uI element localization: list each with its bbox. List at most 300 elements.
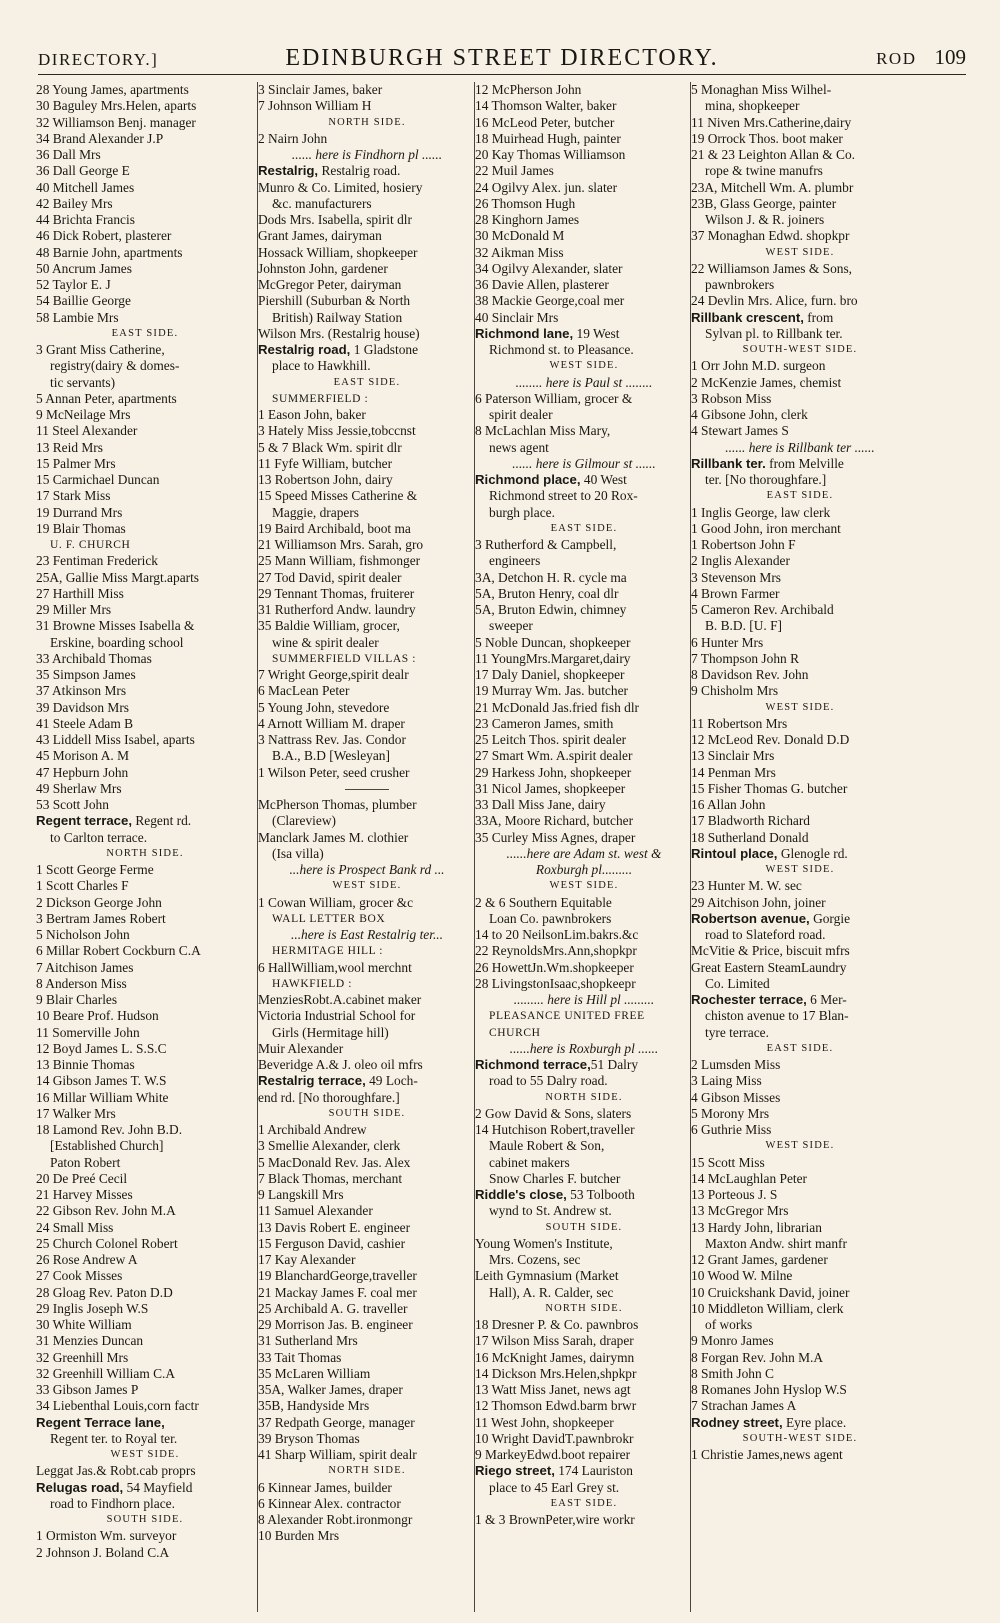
side-label: EAST SIDE. [111,327,179,339]
directory-entry: 41 Sharp William, spirit dealr [258,1447,417,1462]
directory-entry: 33A, Moore Richard, butcher [475,813,634,829]
directory-entry: 36 Dall George E [36,163,130,179]
entry-continuation: B.A., B.D [Wesleyan] [272,748,390,764]
directory-entry: 42 Bailey Mrs [36,195,113,211]
directory-entry: 30 Baguley Mrs.Helen, aparts [36,98,197,114]
directory-entry: 24 Ogilvy Alex. jun. slater [475,179,618,195]
cross-reference: ...here is Prospect Bank rd ... [289,862,445,877]
directory-entry: Victoria Industrial School for [258,1008,416,1024]
directory-entry: 5 & 7 Black Wm. spirit dlr [258,439,402,455]
directory-entry: 18 Lamond Rev. John B.D. [36,1122,183,1137]
directory-entry: 32 Williamson Benj. manager [36,114,196,130]
street-name: Restalrig road, [258,342,351,357]
directory-entry: 11 Steel Alexander [36,423,138,439]
directory-entry: 21 Williamson Mrs. Sarah, gro [258,537,424,552]
side-label: SOUTH SIDE. [545,1221,623,1233]
street-heading [475,1187,693,1203]
directory-entry: MenziesRobt.A.cabinet maker [258,992,422,1007]
side-label: WEST SIDE. [110,1449,180,1460]
directory-entry: 12 McPherson John [475,82,582,97]
directory-entry: 22 Gibson Rev. John M.A [36,1203,176,1219]
directory-entry: 37 Monaghan Edwd. shopkpr [691,228,850,244]
directory-entry: 54 Baillie George [36,293,131,309]
entry-continuation: Richmond st. to Pleasance. [489,342,634,357]
directory-entry: 10 Burden Mrs [258,1528,340,1544]
street-route: 1 Gladstone [350,342,419,357]
directory-entry: 47 Hepburn John [36,764,129,780]
entry-continuation: of works [705,1317,753,1332]
directory-entry: 6 Guthrie Miss [691,1122,772,1137]
directory-entry: 43 Liddell Miss Isabel, aparts [36,732,195,747]
directory-entry: 3 Rutherford & Campbell, [475,537,617,552]
directory-entry: 27 Harthill Miss [36,585,124,601]
directory-entry: Hossack William, shopkeeper [258,244,418,260]
directory-entry: 27 Tod David, spirit dealer [258,569,402,585]
directory-entry: 19 Murray Wm. Jas. butcher [475,683,628,699]
directory-entry: 6 Hunter Mrs [691,634,764,650]
directory-entry: 14 to 20 NeilsonLim.bakrs.&c [475,927,639,942]
subsection-label: CHURCH [489,1026,541,1039]
directory-entry: 15 Scott Miss [691,1154,765,1170]
directory-entry: 31 Sutherland Mrs [258,1333,358,1349]
directory-entry: 1 Orr John M.D. surgeon [691,358,826,374]
entry-continuation: British) Railway Station [272,309,403,325]
entry-continuation: mina, shopkeeper [705,98,800,114]
directory-entry: 9 MarkeyEdwd.boot repairer [475,1447,631,1462]
street-heading [691,456,909,472]
directory-entry: 35 Simpson James [36,667,136,682]
directory-entry: 53 Scott John [36,797,109,812]
directory-entry: 17 Kay Alexander [258,1252,356,1267]
directory-entry: 1 & 3 BrownPeter,wire workr [475,1512,635,1527]
directory-entry: 7 Strachan James A [691,1398,797,1414]
subsection-label: SUMMERFIELD : [272,392,369,405]
directory-entry: 11 Robertson Mrs [691,715,788,731]
directory-entry: 7 Aitchison James [36,959,134,975]
directory-entry: 17 Bladworth Richard [691,813,811,829]
directory-entry: 1 Archibald Andrew [258,1122,367,1137]
street-name: Riddle's close, [475,1187,567,1202]
directory-entry: 14 Penman Mrs [691,764,776,780]
street-route: Restalrig road. [318,163,401,179]
street-route: Gorgie [809,910,851,926]
directory-entry: 5 Cameron Rev. Archibald [691,602,834,617]
entry-continuation: [Established Church] [50,1138,164,1154]
directory-entry: 1 Scott George Ferme [36,862,154,877]
directory-entry: 20 De Preé Cecil [36,1170,128,1186]
directory-entry: 5 Morony Mrs [691,1105,770,1121]
directory-entry: 1 Robertson John F [691,537,796,552]
directory-entry: 7 Wright George,spirit dealr [258,667,409,682]
directory-entry: 5 Young John, stevedore [258,699,390,715]
side-label: SOUTH SIDE. [328,1107,406,1119]
directory-entry: 23B, Glass George, painter [691,195,837,211]
directory-entry: 11 Niven Mrs.Catherine,dairy [691,114,852,130]
directory-entry: 1 Good John, iron merchant [691,520,841,536]
side-label: WEST SIDE. [765,246,835,258]
street-name: Restalrig terrace, [258,1073,366,1089]
side-label: EAST SIDE. [333,376,401,388]
directory-entry: 13 Davis Robert E. engineer [258,1219,411,1235]
directory-entry: 15 Fisher Thomas G. butcher [691,780,848,796]
directory-entry: 33 Dall Miss Jane, dairy [475,797,606,812]
entry-continuation: Erskine, boarding school [50,634,184,650]
street-route: 49 Loch- [365,1073,418,1089]
entry-continuation: news agent [489,439,549,455]
directory-entry: 1 Scott Charles F [36,878,129,894]
directory-entry: 19 Baird Archibald, boot ma [258,520,411,536]
directory-entry: 14 Dickson Mrs.Helen,shpkpr [475,1365,637,1381]
entry-continuation: chiston avenue to 17 Blan- [705,1008,849,1024]
street-name: Richmond terrace, [475,1057,591,1072]
directory-entry: 24 Small Miss [36,1219,114,1235]
directory-entry: 28 Young James, apartments [36,82,189,97]
directory-entry: 39 Davidson Mrs [36,699,129,715]
directory-entry: 34 Liebenthal Louis,corn factr [36,1398,199,1414]
directory-entry: McGregor Peter, dairyman [258,277,402,292]
street-heading [475,326,693,342]
directory-entry: 14 Thomson Walter, baker [475,98,617,114]
directory-entry: 14 McLaughlan Peter [691,1170,808,1186]
street-route: 51 Dalry [590,1057,639,1072]
directory-entry: 13 Sinclair Mrs [691,748,775,764]
directory-entry: 3A, Detchon H. R. cycle ma [475,569,627,585]
directory-entry: 11 Somerville John [36,1024,140,1040]
directory-entry: end rd. [No thoroughfare.] [258,1089,400,1105]
entry-continuation: Sylvan pl. to Rillbank ter. [705,325,843,341]
side-label: EAST SIDE. [766,1042,834,1054]
section-divider [258,781,476,797]
directory-entry: 26 Rose Andrew A [36,1252,138,1267]
cross-reference: ...... here is Findhorn pl ...... [291,147,443,162]
directory-entry: 24 Devlin Mrs. Alice, furn. bro [691,293,858,309]
directory-entry: 23 Cameron James, smith [475,715,614,731]
directory-entry: 35 Curley Miss Agnes, draper [475,829,636,845]
entry-continuation: sweeper [489,618,533,634]
directory-entry: Manclark James M. clothier [258,829,409,845]
directory-entry: 12 Boyd James L. S.S.C [36,1040,167,1056]
directory-entry: Young Women's Institute, [475,1235,613,1251]
directory-entry: 21 McDonald Jas.fried fish dlr [475,699,640,715]
directory-entry: 19 Durrand Mrs [36,504,123,520]
street-name: Regent terrace, [36,813,133,829]
directory-entry: 5 Nicholson John [36,927,130,942]
cross-reference: ...here is East Restalrig ter... [291,927,443,942]
directory-entry: 13 Robertson John, dairy [258,472,393,487]
cross-reference: ........ here is Paul st ........ [515,374,653,390]
directory-entry: 11 West John, shopkeeper [475,1414,614,1430]
entry-continuation: (Isa villa) [272,845,324,861]
street-name: Richmond lane, [475,325,574,341]
street-name: Relugas road, [36,1479,124,1495]
directory-entry: 16 McLeod Peter, butcher [475,114,615,130]
side-label: WEST SIDE. [765,701,835,713]
directory-entry: 29 Miller Mrs [36,602,112,617]
directory-entry: 31 Nicol James, shopkeeper [475,780,626,796]
directory-entry: 14 Hutchison Robert,traveller [475,1122,635,1137]
street-route: 54 Mayfield [123,1479,193,1495]
directory-entry: 35B, Handyside Mrs [258,1398,370,1414]
directory-entry: 5 Monaghan Miss Wilhel- [691,82,832,97]
directory-entry: 13 Watt Miss Janet, news agt [475,1382,631,1397]
directory-entry: 27 Smart Wm. A.spirit dealer [475,748,633,764]
entry-continuation: &c. manufacturers [272,195,372,211]
directory-entry: 33 Tait Thomas [258,1349,342,1365]
directory-entry: 10 Wright DavidT.pawnbrokr [475,1430,634,1446]
directory-entry: 3 Sinclair James, baker [258,82,383,97]
side-label: NORTH SIDE. [545,1091,623,1103]
street-name: Riego street, [475,1463,555,1479]
directory-entry: 40 Mitchell James [36,179,135,195]
directory-entry: 8 Anderson Miss [36,975,127,991]
street-heading [475,1463,693,1479]
directory-entry: 37 Atkinson Mrs [36,683,127,699]
subsection-label: U. F. CHURCH [50,539,131,551]
directory-entry: 15 Speed Misses Catherine & [258,488,418,504]
street-route: Eyre place. [782,1414,847,1430]
directory-entry: 13 Reid Mrs [36,439,103,455]
street-heading [691,1415,909,1431]
side-label: EAST SIDE. [550,522,618,534]
directory-entry: Wilson Mrs. (Restalrig house) [258,325,420,341]
directory-entry: 48 Barnie John, apartments [36,244,183,260]
directory-entry: 13 Binnie Thomas [36,1057,135,1072]
street-heading [475,472,693,488]
side-label: SOUTH SIDE. [106,1514,184,1525]
subsection-label: HERMITAGE HILL : [272,945,384,958]
street-name: Richmond place, [475,472,581,487]
entry-continuation: Paton Robert [50,1154,121,1170]
directory-entry: 20 Kay Thomas Williamson [475,147,626,162]
directory-columns [36,82,966,1612]
directory-entry: Leith Gymnasium (Market [475,1268,619,1284]
directory-entry: 17 Walker Mrs [36,1105,116,1121]
directory-entry: 26 HowettJn.Wm.shopkeeper [475,959,634,975]
directory-entry: 37 Redpath George, manager [258,1414,415,1430]
directory-entry: 32 Aikman Miss [475,244,564,260]
side-label: EAST SIDE. [766,490,834,502]
directory-entry: 30 McDonald M [475,228,565,244]
street-name: Rillbank ter. [691,455,766,471]
entry-continuation: Wilson J. & R. joiners [705,212,825,227]
directory-entry: 6 Paterson William, grocer & [475,390,633,406]
entry-continuation: rope & twine manufrs [705,163,823,179]
directory-entry: 9 Langskill Mrs [258,1187,344,1202]
directory-entry: 31 Browne Misses Isabella & [36,618,195,634]
directory-entry: 6 Kinnear Alex. contractor [258,1495,401,1511]
side-label: SOUTH-WEST SIDE. [742,344,858,355]
side-label: WEST SIDE. [549,880,619,892]
cross-reference: ......here is Roxburgh pl ...... [509,1040,659,1056]
entry-continuation: engineers [489,553,541,569]
directory-entry: 38 Mackie George,coal mer [475,293,625,309]
street-route: 40 West [580,472,627,487]
directory-entry: 2 & 6 Southern Equitable [475,894,612,910]
street-name: Rochester terrace, [691,992,807,1007]
directory-entry: 8 Smith John C [691,1365,774,1381]
directory-entry: 3 Smellie Alexander, clerk [258,1138,401,1154]
directory-entry: 4 Brown Farmer [691,585,780,601]
directory-entry: 35A, Walker James, draper [258,1382,403,1397]
directory-entry: 6 MacLean Peter [258,683,350,699]
directory-entry: 3 Grant Miss Catherine, [36,342,165,357]
side-label: NORTH SIDE. [106,847,184,859]
directory-entry: 2 Inglis Alexander [691,553,790,569]
street-route: Glenogle rd. [777,845,848,861]
entry-continuation: ter. [No thoroughfare.] [705,472,827,487]
directory-entry: 32 Greenhill William C.A [36,1365,176,1381]
directory-entry: 29 Inglis Joseph W.S [36,1300,149,1316]
directory-entry: 18 Muirhead Hugh, painter [475,130,621,146]
directory-entry: 7 Thompson John R [691,650,800,666]
directory-entry: 27 Cook Misses [36,1268,123,1284]
directory-entry: 5 Noble Duncan, shopkeeper [475,634,631,650]
subsection-label: SUMMERFIELD VILLAS : [272,652,417,665]
street-name: Rintoul place, [691,845,778,861]
directory-entry: 8 Davidson Rev. John [691,667,809,682]
directory-entry: 10 Wood W. Milne [691,1268,793,1284]
street-heading [691,846,909,862]
directory-entry: 29 Tennant Thomas, fruiterer [258,585,415,601]
entry-continuation: road to 55 Dalry road. [489,1073,608,1089]
directory-entry: Muir Alexander [258,1040,344,1056]
side-label: WEST SIDE. [549,360,619,372]
directory-entry: 2 Dickson George John [36,894,162,910]
directory-entry: 4 Gibsone John, clerk [691,407,808,422]
directory-entry: 52 Taylor E. J [36,277,111,292]
street-name: Rillbank crescent, [691,309,804,325]
entry-continuation: burgh place. [489,504,555,520]
directory-entry: 10 Cruickshank David, joiner [691,1284,850,1300]
street-route: 53 Tolbooth [566,1187,635,1202]
directory-entry: 19 Orrock Thos. boot maker [691,130,843,146]
cross-reference: ......here are Adam st. west & [506,845,662,861]
directory-entry: 25 Mann William, fishmonger [258,553,421,569]
directory-entry: Johnston John, gardener [258,260,388,276]
side-label: EAST SIDE. [550,1497,618,1509]
street-name: Rodney street, [691,1414,783,1430]
directory-entry: 23 Fentiman Frederick [36,553,158,569]
directory-entry: Beveridge A.& J. oleo oil mfrs [258,1057,423,1072]
directory-entry: 12 Thomson Edwd.barm brwr [475,1398,637,1414]
directory-entry: 40 Sinclair Mrs [475,309,559,325]
directory-entry: 30 White William [36,1317,132,1332]
entry-continuation: Richmond street to 20 Rox- [489,488,638,504]
entry-continuation: registry(dairy & domes- [50,358,180,374]
directory-entry: 5A, Bruton Henry, coal dlr [475,585,619,601]
directory-entry: 8 Alexander Robt.ironmongr [258,1512,413,1527]
directory-entry: 15 Carmichael Duncan [36,472,160,487]
street-route: Regent rd. [132,813,192,829]
directory-entry: 31 Menzies Duncan [36,1333,144,1349]
entry-continuation: spirit dealer [489,407,553,422]
street-route: 6 Mer- [806,992,847,1007]
page-number: 109 [934,45,966,69]
directory-entry: 13 McGregor Mrs [691,1203,789,1219]
directory-entry: 1 Wilson Peter, seed crusher [258,764,410,780]
directory-entry: 33 Archibald Thomas [36,650,152,666]
directory-entry: Munro & Co. Limited, hosiery [258,179,423,195]
entry-continuation: Hall), A. R. Calder, sec [489,1284,614,1300]
cross-reference: ......... here is Hill pl ......... [513,992,655,1007]
directory-entry: 41 Steele Adam B [36,715,134,731]
entry-continuation: Co. Limited [705,975,770,991]
directory-entry: 2 Nairn John [258,130,328,146]
header-section-label: DIRECTORY.] [38,50,159,69]
directory-entry: 7 Black Thomas, merchant [258,1170,403,1186]
street-heading [691,992,909,1008]
directory-entry: 44 Brichta Francis [36,212,135,227]
street-route: 19 West [573,325,620,341]
directory-entry: Piershill (Suburban & North [258,293,411,309]
side-label: WEST SIDE. [765,1140,835,1152]
street-heading [691,310,909,326]
side-label: WEST SIDE. [765,864,835,875]
street-heading [36,813,254,829]
directory-entry: 17 Stark Miss [36,488,111,504]
directory-entry: 2 Gow David & Sons, slaters [475,1105,632,1121]
entry-continuation: place to 45 Earl Grey st. [489,1479,620,1495]
side-label: SOUTH-WEST SIDE. [742,1432,858,1444]
header-title: EDINBURGH STREET DIRECTORY. [285,45,719,71]
directory-entry: 17 Daly Daniel, shopkeeper [475,667,625,682]
directory-entry: 45 Morison A. M [36,748,130,764]
directory-entry: 12 Grant James, gardener [691,1252,828,1267]
directory-entry: 3 Robson Miss [691,390,772,406]
directory-entry: 2 Johnson J. Boland C.A [36,1544,170,1560]
directory-entry: 22 Muil James [475,163,554,179]
column-4 [690,82,909,1612]
street-heading [258,342,476,358]
directory-entry: 28 LivingstonIsaac,shopkeepr [475,975,636,991]
directory-entry: 28 Gloag Rev. Paton D.D [36,1284,173,1300]
directory-entry: 14 Gibson James T. W.S [36,1073,167,1089]
street-name: Restalrig, [258,163,319,179]
subsection-label: WALL LETTER BOX [272,912,386,925]
subsection-label: PLEASANCE UNITED FREE [489,1010,645,1023]
directory-entry: 17 Wilson Miss Sarah, draper [475,1333,634,1349]
directory-entry: 22 Williamson James & Sons, [691,260,853,276]
directory-entry: 5 Annan Peter, apartments [36,390,177,406]
directory-entry: 28 Kinghorn James [475,212,580,227]
directory-entry: 34 Brand Alexander J.P [36,130,164,146]
entry-continuation: Maule Robert & Son, [489,1138,605,1154]
directory-entry: 58 Lambie Mrs [36,309,119,325]
directory-entry: 6 HallWilliam,wool merchnt [258,959,412,975]
directory-entry: 25 Church Colonel Robert [36,1235,178,1251]
directory-entry: 5 MacDonald Rev. Jas. Alex [258,1154,411,1170]
entry-continuation: tic servants) [50,374,116,390]
directory-entry: McPherson Thomas, plumber [258,797,417,812]
directory-entry: 4 Arnott William M. draper [258,715,405,731]
entry-continuation: to Carlton terrace. [50,829,148,845]
directory-entry: 8 McLachlan Miss Mary, [475,423,611,439]
street-heading [475,1057,693,1073]
entry-continuation: wine & spirit dealer [272,634,379,650]
entry-continuation: (Clareview) [272,813,336,829]
directory-entry: 16 Allan John [691,797,766,812]
directory-entry: 29 Morrison Jas. B. engineer [258,1317,413,1332]
directory-entry: Dods Mrs. Isabella, spirit dlr [258,212,412,227]
entry-continuation: wynd to St. Andrew st. [489,1203,612,1219]
directory-entry: 11 YoungMrs.Margaret,dairy [475,650,631,666]
directory-entry: 19 Blair Thomas [36,520,126,536]
entry-continuation: road to Slateford road. [705,927,826,942]
directory-entry: 15 Palmer Mrs [36,455,116,471]
cross-reference: ...... here is Gilmour st ...... [512,455,656,471]
directory-entry: 19 BlanchardGeorge,traveller [258,1268,417,1284]
directory-entry: 32 Greenhill Mrs [36,1349,129,1365]
